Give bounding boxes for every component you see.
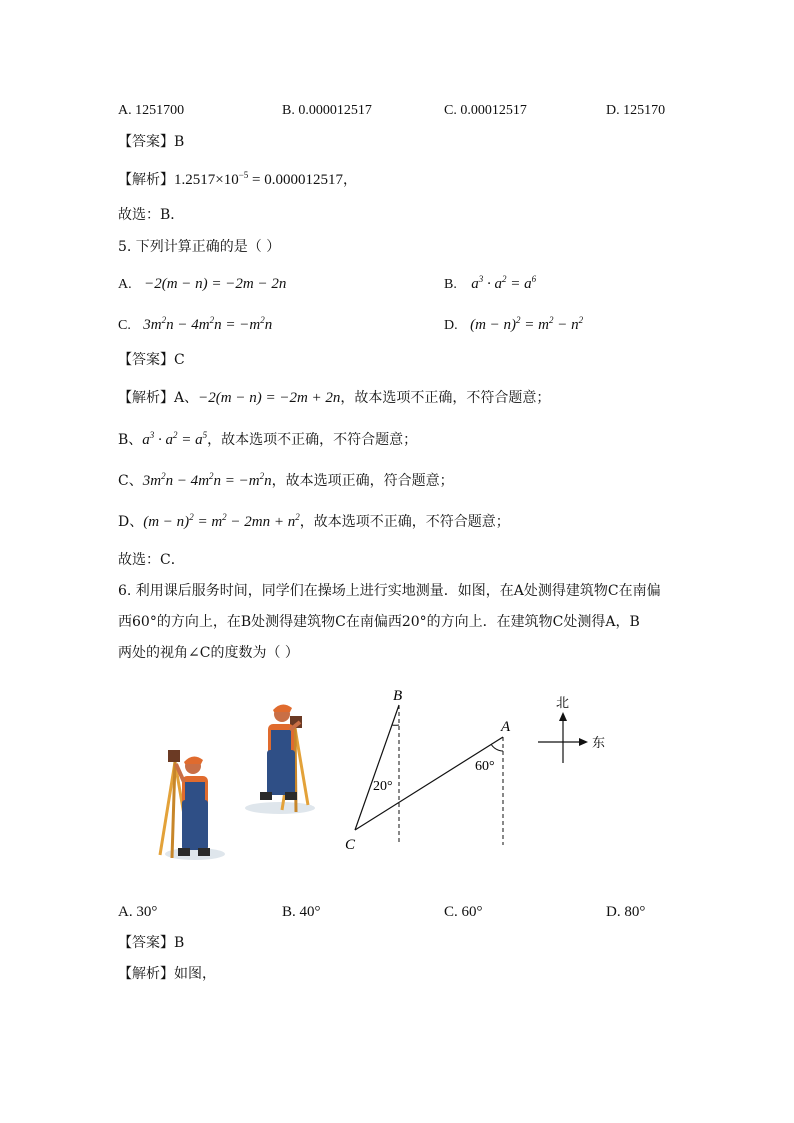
analysis-c-formula: $3m^2n - 4m^2n = -m^2n$ [142,471,272,489]
q6-option-a: A. 30° [118,904,158,920]
answer-value: C [174,352,185,368]
q5-option-c [118,315,272,336]
analysis-d-formula: $(m - n)^2 = m^2 - 2mn + n^2$ [143,512,300,530]
analysis-prefix: C、 [118,473,143,489]
q4-answer-line [118,132,184,152]
compass-rose [530,688,640,768]
q5-option-d [444,315,583,336]
q5-stem: 5. 下列计算正确的是（ ） [118,239,281,255]
option-label: B. [444,277,457,292]
option-label: C. [118,318,131,333]
option-d-formula: $(m - n)^2 = m^2 - n^2$ [470,315,584,333]
q6-option-d: D. 80° [606,904,646,920]
analysis-tag: 【解析】 [118,966,174,982]
label-point-a: A [501,719,511,735]
east-arrow-icon [579,738,588,746]
analysis-formula: $1.2517\times 10^{-5} = 0.000012517$ [174,170,344,188]
q6-stem-line2: 西60°的方向上，在B处测得建筑物C在南偏西20°的方向上．在建筑物C处测得A，B [118,614,640,630]
q4-conclusion: 故选：B． [118,207,185,223]
answer-value: B [174,134,185,150]
label-point-b: B [393,688,403,704]
analysis-verdict: ，故本选项不正确，不符合题意； [299,514,510,530]
option-b-formula: $a^3 \cdot a^2 = a^6$ [471,274,537,292]
analysis-tag: 【解析】 [118,172,174,188]
q6-answer-line [118,933,184,953]
q5-analysis-a [118,388,550,408]
answer-tag: 【答案】 [118,134,174,150]
q5-conclusion: 故选：C． [118,552,185,568]
analysis-b-formula: $a^3 \cdot a^2 = a^5$ [142,430,208,448]
q6-option-c: C. 60° [444,904,483,920]
q4-option-b: B. 0.000012517 [282,103,372,118]
analysis-text: 如图， [174,966,216,982]
analysis-verdict: ，故本选项不正确，不符合题意； [340,390,551,406]
q5-option-a [118,274,286,295]
analysis-prefix: B、 [118,432,143,448]
q6-option-b: B. 40° [282,904,321,920]
label-angle-20: 20° [373,779,393,794]
q5-analysis-c [118,471,454,491]
q5-answer-line [118,350,185,370]
analysis-verdict: ，故本选项不正确，不符合题意； [207,432,418,448]
compass-east-label: 东 [592,735,606,750]
q4-option-d: D. 125170 [606,103,666,118]
q5-analysis-b [118,430,417,450]
analysis-tail: ， [343,172,358,188]
q4-option-a: A. 1251700 [118,103,185,118]
q4-option-c: C. 0.00012517 [444,103,527,118]
surveyors-illustration [130,700,330,870]
angle-arc-a [491,744,503,751]
q5-analysis-d [118,512,510,532]
label-point-c: C [345,837,356,853]
analysis-prefix: D、 [118,514,144,530]
analysis-prefix: A、 [174,390,199,406]
answer-tag: 【答案】 [118,935,174,951]
q6-analysis-line [118,964,216,984]
option-label: D. [444,318,458,333]
north-arrow-icon [559,712,567,721]
analysis-verdict: ，故本选项正确，符合题意； [271,473,454,489]
answer-tag: 【答案】 [118,352,174,368]
option-a-formula: −2(m − n) = −2m − 2n [144,276,287,292]
analysis-tag: 【解析】 [118,390,174,406]
analysis-a-formula: −2(m − n) = −2m + 2n [198,390,341,406]
q6-stem-line3: 两处的视角∠C的度数为（ ） [118,645,299,661]
q4-analysis-line [118,170,357,190]
segment-bc [355,705,399,830]
q5-option-b [444,274,536,295]
compass-north-label: 北 [556,695,570,710]
option-c-formula: $3m^2n - 4m^2n = -m^2n$ [143,315,273,333]
geometry-figure [335,685,535,855]
label-angle-60: 60° [475,759,495,774]
q6-stem-line1: 6. 利用课后服务时间，同学们在操场上进行实地测量．如图，在A处测得建筑物C在南偏 [118,583,661,599]
option-label: A. [118,277,132,292]
answer-value: B [174,935,185,951]
